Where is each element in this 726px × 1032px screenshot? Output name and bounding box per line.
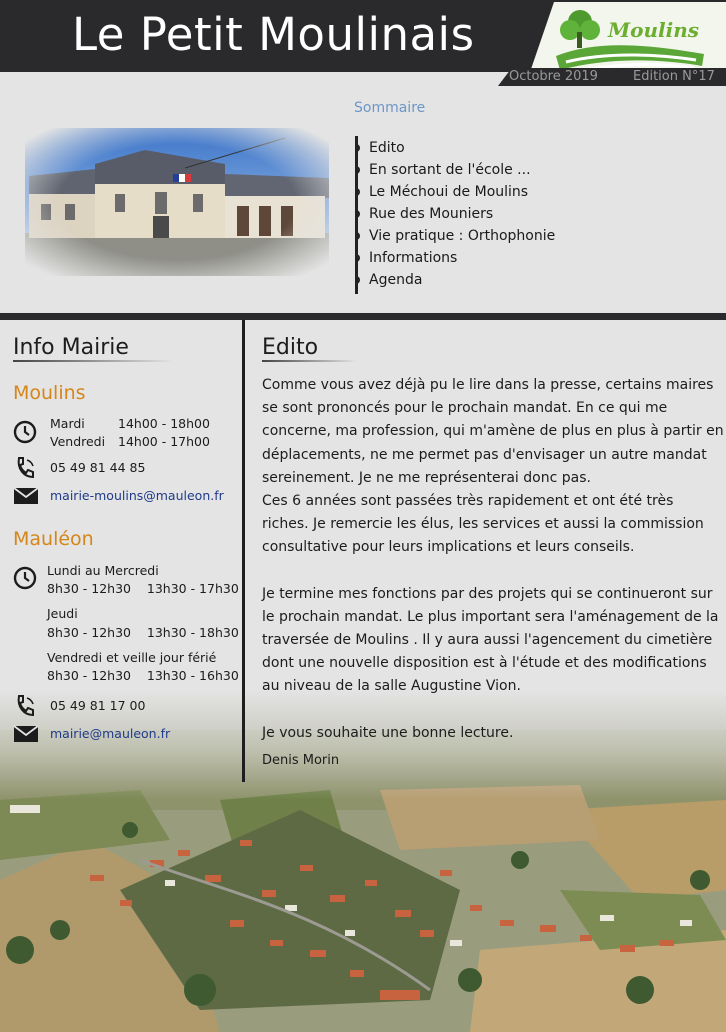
bullet-icon xyxy=(355,188,360,196)
edito-paragraph: Ces 6 années sont passées très rapidement et ont été très riches. Je remercie les élus, les services et aussi la commission consultative pour leurs implications et leurs conseils. xyxy=(262,493,704,556)
edito-closing: Je vous souhaite une bonne lecture. xyxy=(262,724,514,741)
phone-icon xyxy=(13,694,39,718)
mauleon-phone[interactable]: 05 49 81 17 00 xyxy=(50,698,146,713)
sommaire-item[interactable]: Le Méchoui de Moulins xyxy=(358,181,555,203)
sommaire-item[interactable]: Vie pratique : Orthophonie xyxy=(358,225,555,247)
mauleon-email-link[interactable]: mairie@mauleon.fr xyxy=(50,726,171,741)
mauleon-hours-3: 8h30 - 12h30 13h30 - 16h30 xyxy=(47,668,239,683)
issue-month: Octobre 2019 xyxy=(509,69,598,84)
sommaire-title: Sommaire xyxy=(354,100,426,116)
column-divider xyxy=(242,320,245,782)
mauleon-days-3: Vendredi et veille jour férié xyxy=(47,650,217,665)
mauleon-days-1: Lundi au Mercredi xyxy=(47,563,159,578)
issue-number: Edition N°17 xyxy=(633,69,715,84)
heading-underline xyxy=(13,360,173,362)
sommaire-item[interactable]: Edito xyxy=(358,137,555,159)
mail-icon xyxy=(13,487,39,505)
mairie-photo xyxy=(25,128,329,276)
heading-underline xyxy=(262,360,357,362)
edito-body xyxy=(262,374,724,772)
bullet-icon xyxy=(355,254,360,262)
edito-signature: Denis Morin xyxy=(262,752,340,768)
moulins-logo xyxy=(526,0,726,72)
mauleon-hours-2: 8h30 - 12h30 13h30 - 18h30 xyxy=(47,625,239,640)
mauleon-hours-1: 8h30 - 12h30 13h30 - 17h30 xyxy=(47,581,239,596)
logo-text: Moulins xyxy=(608,18,700,42)
mauleon-heading: Mauléon xyxy=(13,528,94,550)
edito-heading: Edito xyxy=(262,335,319,360)
info-mairie-heading: Info Mairie xyxy=(13,335,129,360)
mauleon-days-2: Jeudi xyxy=(47,606,78,621)
newsletter-title: Le Petit Moulinais xyxy=(72,8,475,61)
bullet-icon xyxy=(355,276,360,284)
sommaire-list xyxy=(358,137,555,291)
sommaire-item[interactable]: Agenda xyxy=(358,269,555,291)
edito-paragraph: Comme vous avez déjà pu le lire dans la presse, certains maires se sont prononcés pour le prochain mandat. En ce qui me concerne, ma profession, qui m'amène de plus en plus à partir en déplacements, ne me permet pas d'envisager un autre mandat sereinement. Je ne me représenterai donc pas. xyxy=(262,377,724,486)
moulins-hours-1: 14h00 - 18h00 xyxy=(118,416,210,431)
moulins-day-1: Mardi xyxy=(50,416,85,431)
section-divider xyxy=(0,313,726,320)
moulins-phone[interactable]: 05 49 81 44 85 xyxy=(50,460,146,475)
bullet-icon xyxy=(355,144,360,152)
clock-icon xyxy=(13,566,37,590)
edito-paragraph: Je termine mes fonctions par des projets qui se continueront sur le prochain mandat. Le plus important sera l'aménagement de la traversée de Moulins . Il y aura aussi l'agencement du cimetière dont une nouvelle disposition est à l'étude et des modifications au niveau de la salle Augustine Vion. xyxy=(262,585,719,695)
moulins-heading: Moulins xyxy=(13,382,86,404)
moulins-email-link[interactable]: mairie-moulins@mauleon.fr xyxy=(50,488,224,503)
mail-icon xyxy=(13,725,39,743)
sommaire-item[interactable]: En sortant de l'école ... xyxy=(358,159,555,181)
bullet-icon xyxy=(355,166,360,174)
moulins-day-2: Vendredi xyxy=(50,434,106,449)
sommaire-item[interactable]: Rue des Mouniers xyxy=(358,203,555,225)
bullet-icon xyxy=(355,210,360,218)
clock-icon xyxy=(13,420,37,444)
moulins-hours-2: 14h00 - 17h00 xyxy=(118,434,210,449)
sommaire-item[interactable]: Informations xyxy=(358,247,555,269)
phone-icon xyxy=(13,456,39,480)
bullet-icon xyxy=(355,232,360,240)
